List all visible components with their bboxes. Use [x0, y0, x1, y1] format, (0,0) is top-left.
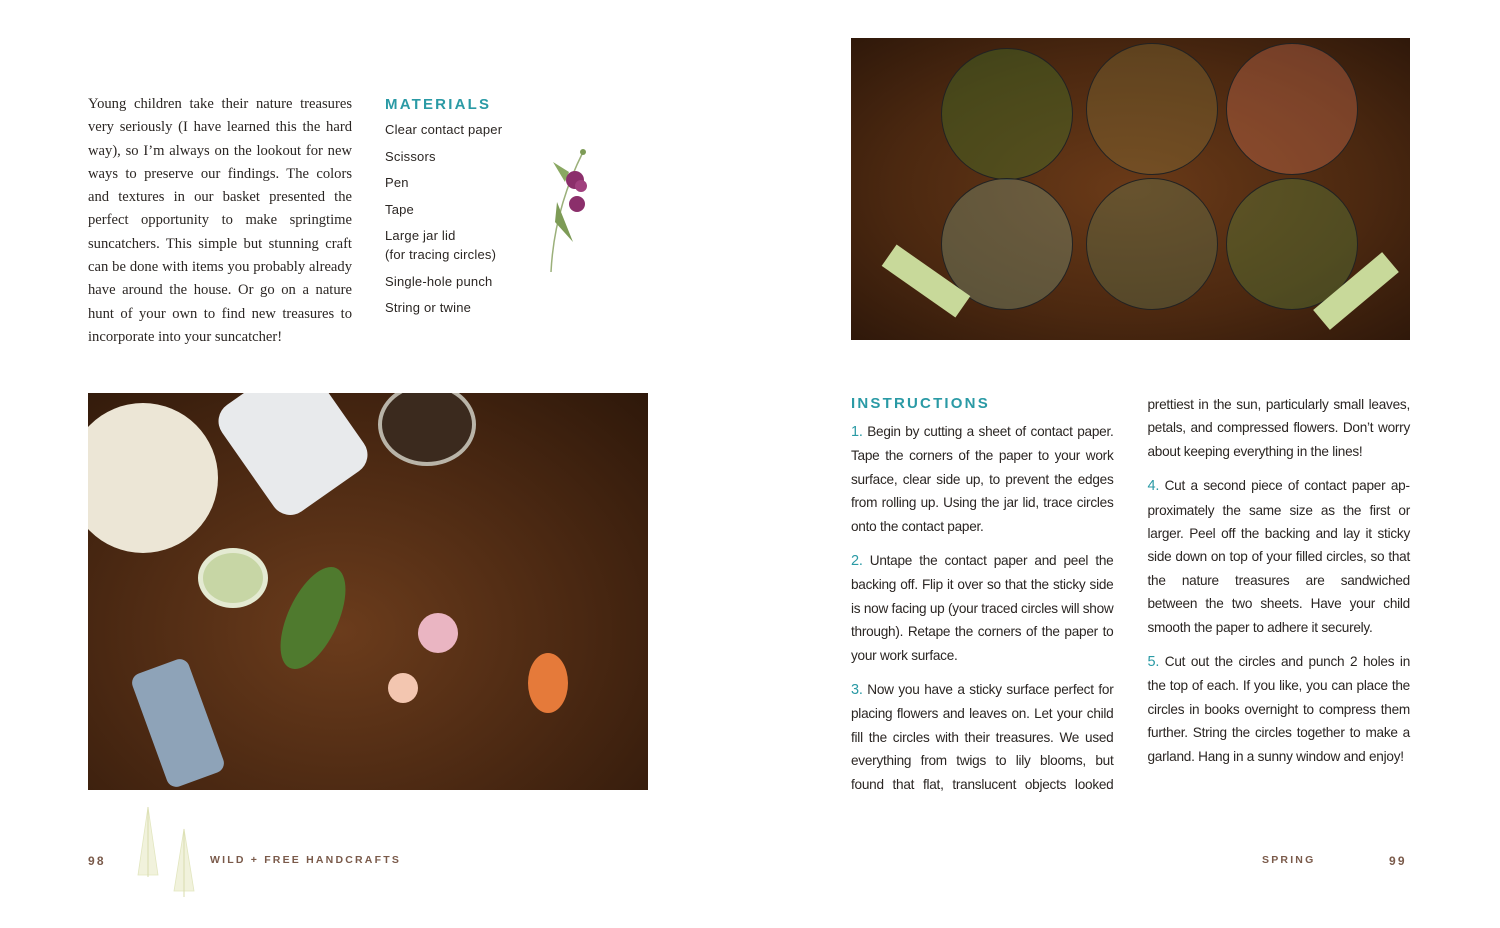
hole-punch — [129, 656, 226, 789]
materials-list — [385, 96, 545, 326]
material-item: Clear contact paper — [385, 122, 503, 137]
step-text: Begin by cutting a sheet of contact paper. Tape the corners of the paper to your work surface, clear side up, to prevent the edges from rolling up. Using the jar lid, trace circles onto the contact paper. — [851, 424, 1114, 534]
step-text: Now you have a sticky surface perfect for placing flowers and leaves on. Let your child fill the circles with their treasures. We used everything from twigs to lily blooms, but found that flat, translucent objects looked prettiest in the sun, particularly small leaves, petals, and compressed flowers. Don’t worry about keeping everything in the lines! — [851, 397, 1410, 792]
circle — [1086, 43, 1218, 175]
step-text: Cut out the circles and punch 2 holes in the top of each. If you like, you can place the circles in books overnight to compress them further. String the circles together to make a garland. Hang in a sunny window and enjoy! — [1147, 654, 1410, 764]
step-number: 4. — [1147, 478, 1160, 495]
step-text: Cut a second piece of contact paper approximately the same size as the first or larger. Peel off the backing and lay it sticky side down on top of your filled circles, so that the nature treasures are sandwiched between the two sheets. Have your child smooth the paper to adhere it securely. — [1147, 478, 1410, 635]
craft-materials-photo — [88, 393, 648, 790]
page-number-left: 98 — [88, 854, 106, 868]
instruction-step — [1148, 474, 1411, 639]
instruction-step — [851, 420, 1114, 538]
materials-heading: MATERIALS — [385, 96, 492, 113]
material-item: (for tracing circles) — [385, 247, 497, 262]
material-item: Large jar lid — [385, 228, 456, 243]
tape-roll — [198, 548, 268, 608]
instruction-step — [851, 549, 1114, 667]
section-footer: SPRING — [1262, 854, 1316, 866]
material-item: Tape — [385, 201, 414, 217]
peach-flower — [388, 673, 418, 703]
circle — [941, 48, 1073, 180]
book-title-footer: WILD + FREE HANDCRAFTS — [210, 854, 402, 866]
material-item: Single-hole punch — [385, 273, 493, 289]
twine-ball — [88, 403, 218, 553]
lily-flower — [528, 653, 568, 713]
step-number: 3. — [851, 682, 863, 699]
suncatcher-circles-photo — [851, 38, 1410, 340]
jar-lid — [378, 393, 476, 466]
material-item: String or twine — [385, 300, 472, 315]
pink-flower — [418, 613, 458, 653]
step-number: 1. — [851, 424, 863, 440]
instruction-step — [1148, 650, 1411, 768]
instructions-heading: INSTRUCTIONS — [851, 395, 990, 412]
material-item: Pen — [385, 175, 409, 190]
trees-illustration — [130, 805, 205, 897]
page-number-right: 99 — [1389, 854, 1407, 868]
circle — [1086, 178, 1218, 310]
circle — [1226, 43, 1358, 175]
intro-paragraph: Young children take their nature treasures very seriously (I have learned this the hard way), so I’m always on the lookout for new ways to preserve our findings. The colors and textures in our basket presented the perfect opportunity to make springtime suncatchers. This simple but stunning craft can be done with items you probably already have around the house. Or go on a nature hunt of your own to find new treasures to incorporate into your suncatcher! — [88, 96, 352, 345]
instructions-section — [851, 393, 1410, 803]
step-number: 2. — [851, 553, 863, 570]
step-text: Untape the contact paper and peel the backing off. Flip it over so that the sticky side is now facing up (your traced circles will show through). Retape the corners of the paper to your work surface. — [851, 553, 1114, 663]
material-item: Scissors — [385, 148, 436, 164]
flower-sprig-illustration — [543, 142, 603, 274]
step-number: 5. — [1147, 654, 1160, 671]
fern-leaf — [267, 558, 359, 679]
contact-paper-roll — [211, 393, 376, 523]
